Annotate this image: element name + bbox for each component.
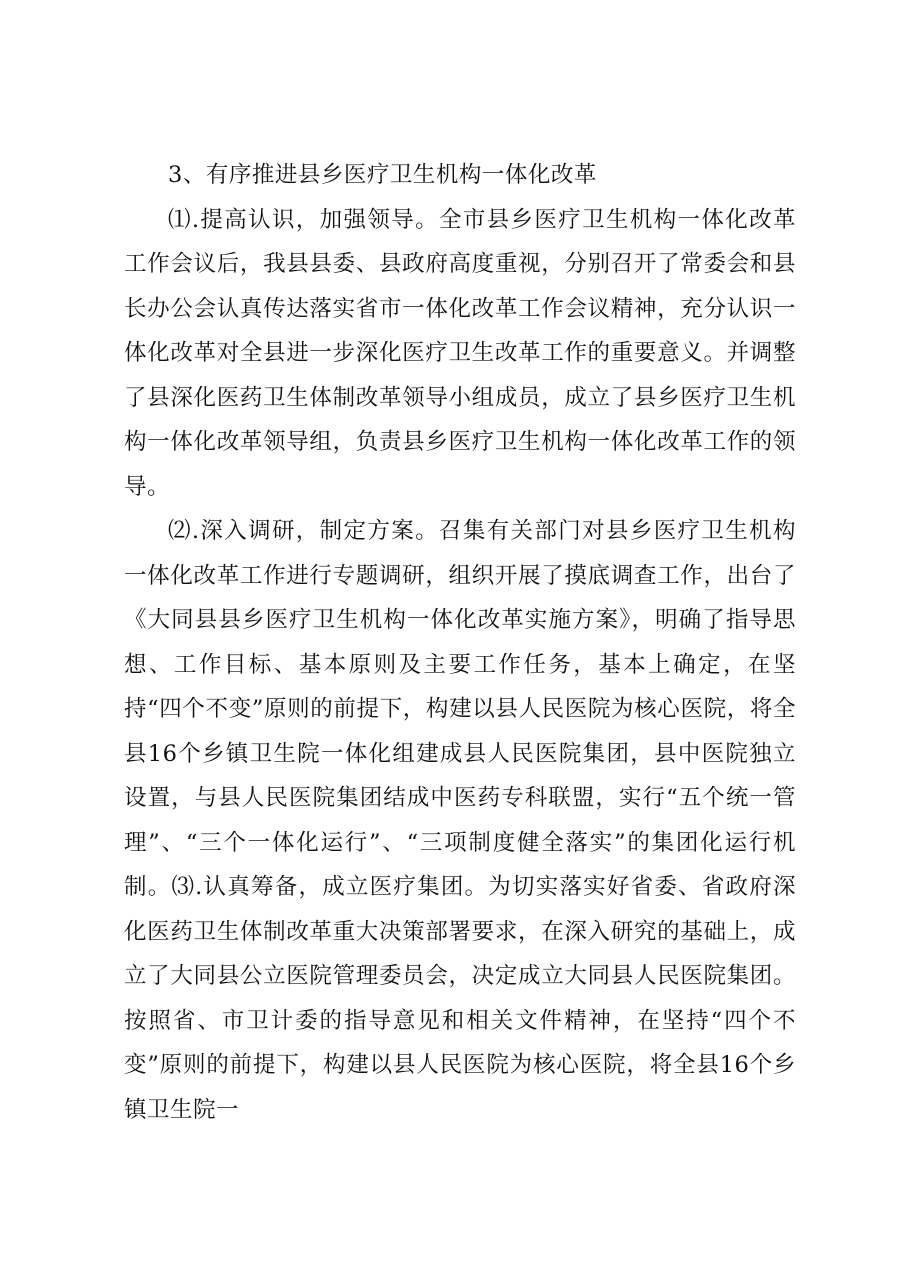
paragraph-2: ⑵.深入调研，制定方案。召集有关部门对县乡医疗卫生机构一体化改革工作进行专题调研，组织开展了摸底调查工作，出台了《大同县县乡医疗卫生机构一体化改革实施方案》，明确了指导思想、工作目标、基本原则及主要工作任务，基本上确定，在坚持“四个不变”原则的前提下，构建以县人民医院为核心医院，将全县16个乡镇卫生院一体化组建成县人民医院集团，县中医院独立设置，与县人民医院集团结成中医药专科联盟，实行“五个统一管理”、“三个一体化运行”、“三项制度健全落实”的集团化运行机制。⑶.认真筹备，成立医疗集团。为切实落实好省委、省政府深化医药卫生体制改革重大决策部署要求，在深入研究的基础上，成立了大同县公立医院管理委员会，决定成立大同县人民医院集团。按照省、市卫计委的指导意见和相关文件精神，在坚持“四个不变”原则的前提下，构建以县人民医院为核心医院，将全县16个乡镇卫生院一 [124,518,796,1123]
document-body [124,153,796,1132]
paragraph-1: ⑴.提高认识，加强领导。全市县乡医疗卫生机构一体化改革工作会议后，我县县委、县政府高度重视，分别召开了常委会和县长办公会认真传达落实省市一体化改革工作会议精神，充分认识一体化改革对全县进一步深化医疗卫生改革工作的重要意义。并调整了县深化医药卫生体制改革领导小组成员，成立了县乡医疗卫生机构一体化改革领导组，负责县乡医疗卫生机构一体化改革工作的领导。 [124,206,796,500]
section-heading: 3、有序推进县乡医疗卫生机构一体化改革 [168,162,597,188]
